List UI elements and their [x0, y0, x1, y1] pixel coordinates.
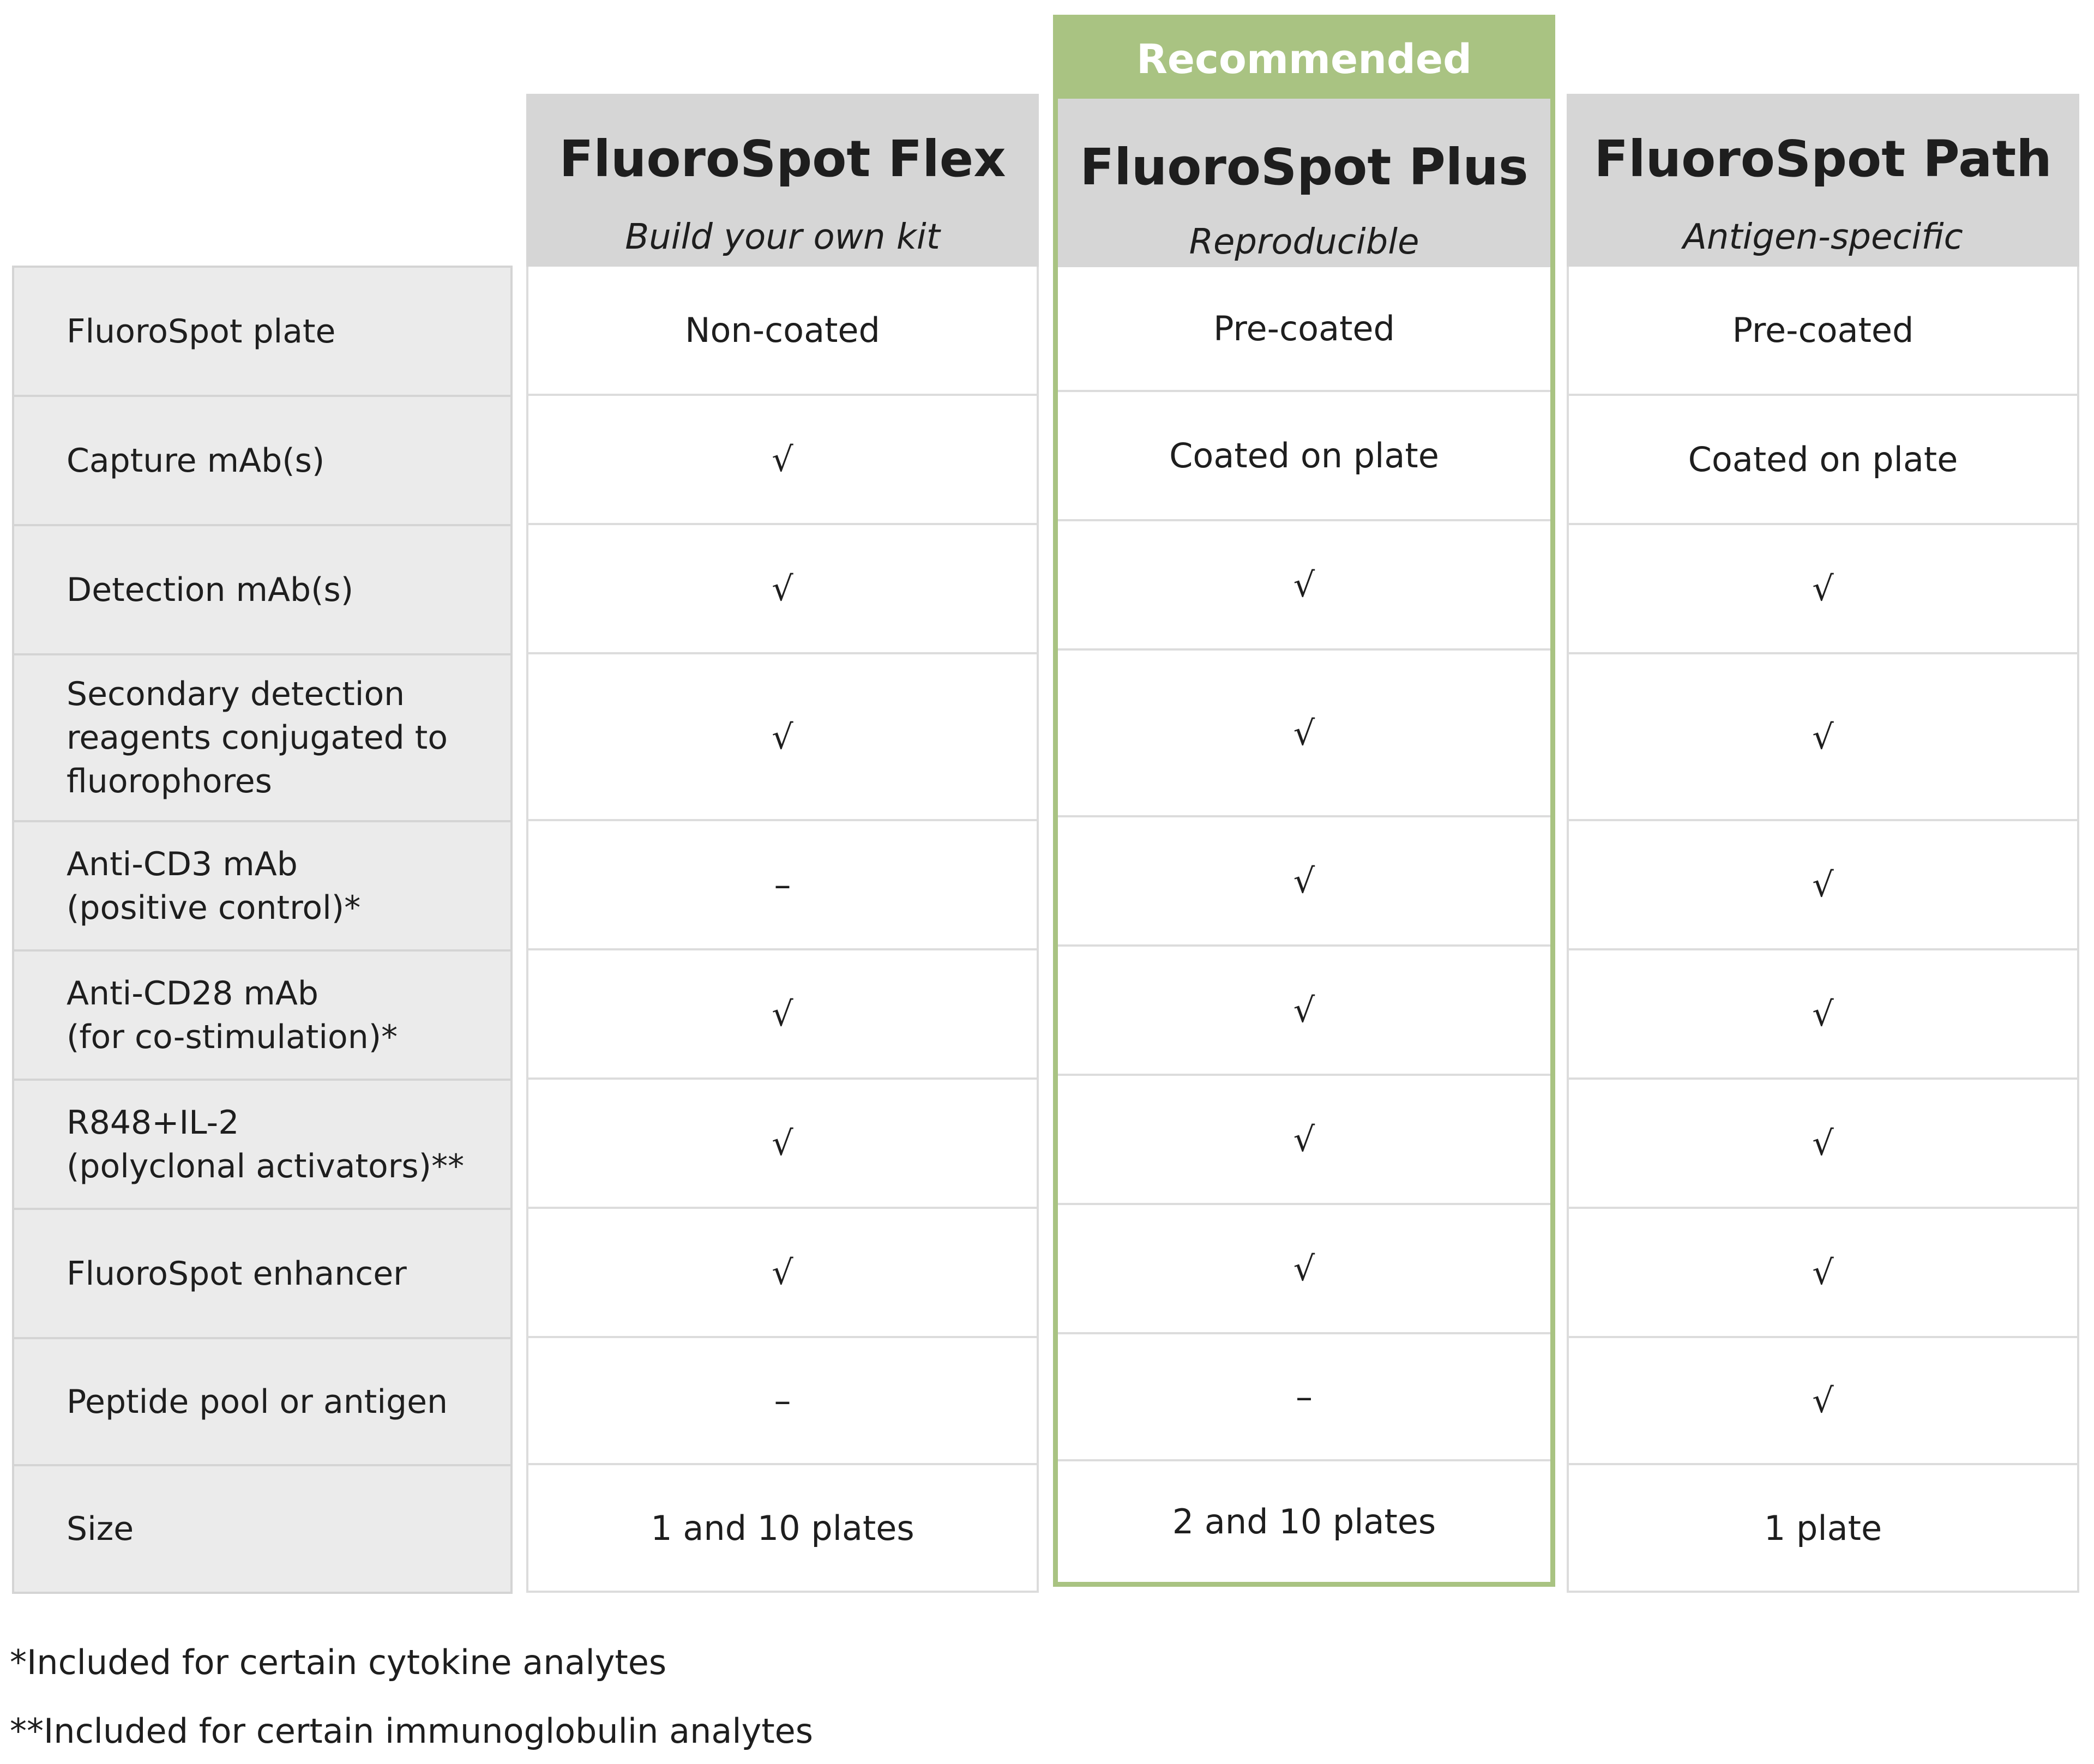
value-cell: √	[526, 1207, 1039, 1338]
value-cell: √	[1567, 652, 2079, 821]
value-cell: √	[1567, 523, 2079, 654]
recommended-badge: Recommended	[1058, 20, 1550, 99]
value-cell: 1 plate	[1567, 1463, 2079, 1593]
value-cell: Coated on plate	[1567, 394, 2079, 525]
feature-label: Secondary detection reagents conjugated to fluorophores	[12, 653, 513, 822]
feature-label: Anti-CD28 mAb (for co-stimulation)*	[12, 949, 513, 1081]
value-cell: √	[1567, 819, 2079, 950]
feature-label: Capture mAb(s)	[12, 395, 513, 526]
value-cell: √	[526, 948, 1039, 1080]
feature-label: FluoroSpot plate	[12, 266, 513, 397]
product-header-path	[1567, 94, 2079, 267]
value-cell: √	[526, 523, 1039, 654]
footnote: **Included for certain immunoglobulin analytes	[10, 1711, 814, 1751]
feature-label: FluoroSpot enhancer	[12, 1208, 513, 1339]
product-column-path	[1567, 94, 2079, 1593]
product-column-plus	[1053, 15, 1555, 1587]
value-cell: Pre-coated	[1567, 264, 2079, 396]
value-cell: √	[526, 652, 1039, 821]
product-header-flex	[526, 94, 1039, 267]
value-cell: √	[1567, 948, 2079, 1080]
feature-label: R848+IL-2 (polyclonal activators)**	[12, 1079, 513, 1210]
value-cell: 2 and 10 plates	[1058, 1459, 1550, 1582]
value-cell: √	[1567, 1207, 2079, 1338]
feature-label: Anti-CD3 mAb (positive control)*	[12, 820, 513, 952]
value-cell: Non-coated	[526, 264, 1039, 396]
value-cell: √	[526, 394, 1039, 525]
footnote: *Included for certain cytokine analytes	[10, 1642, 667, 1682]
product-header-plus	[1058, 99, 1550, 267]
value-cell: 1 and 10 plates	[526, 1463, 1039, 1593]
value-cell: Coated on plate	[1058, 390, 1550, 521]
product-subtitle: Reproducible	[1189, 222, 1419, 262]
value-cell: –	[526, 819, 1039, 950]
feature-label: Detection mAb(s)	[12, 524, 513, 655]
value-cell: √	[1567, 1336, 2079, 1465]
value-cell: √	[526, 1077, 1039, 1209]
product-name: FluoroSpot Plus	[1080, 138, 1529, 196]
product-name: FluoroSpot Path	[1594, 130, 2052, 188]
value-cell: Pre-coated	[1058, 265, 1550, 392]
value-cell: √	[1058, 519, 1550, 651]
value-cell: √	[1058, 648, 1550, 817]
value-cell: √	[1058, 1074, 1550, 1205]
product-subtitle: Build your own kit	[625, 217, 940, 257]
value-cell: √	[1058, 815, 1550, 947]
value-cell: –	[526, 1336, 1039, 1465]
product-subtitle: Antigen-specific	[1683, 217, 1963, 257]
value-cell: √	[1058, 944, 1550, 1076]
feature-label: Peptide pool or antigen	[12, 1337, 513, 1466]
value-cell: –	[1058, 1332, 1550, 1461]
value-cell: √	[1058, 1203, 1550, 1334]
product-column-flex	[526, 94, 1039, 1593]
value-cell: √	[1567, 1077, 2079, 1209]
feature-column	[12, 266, 513, 1594]
product-name: FluoroSpot Flex	[559, 130, 1006, 188]
feature-label: Size	[12, 1464, 513, 1594]
